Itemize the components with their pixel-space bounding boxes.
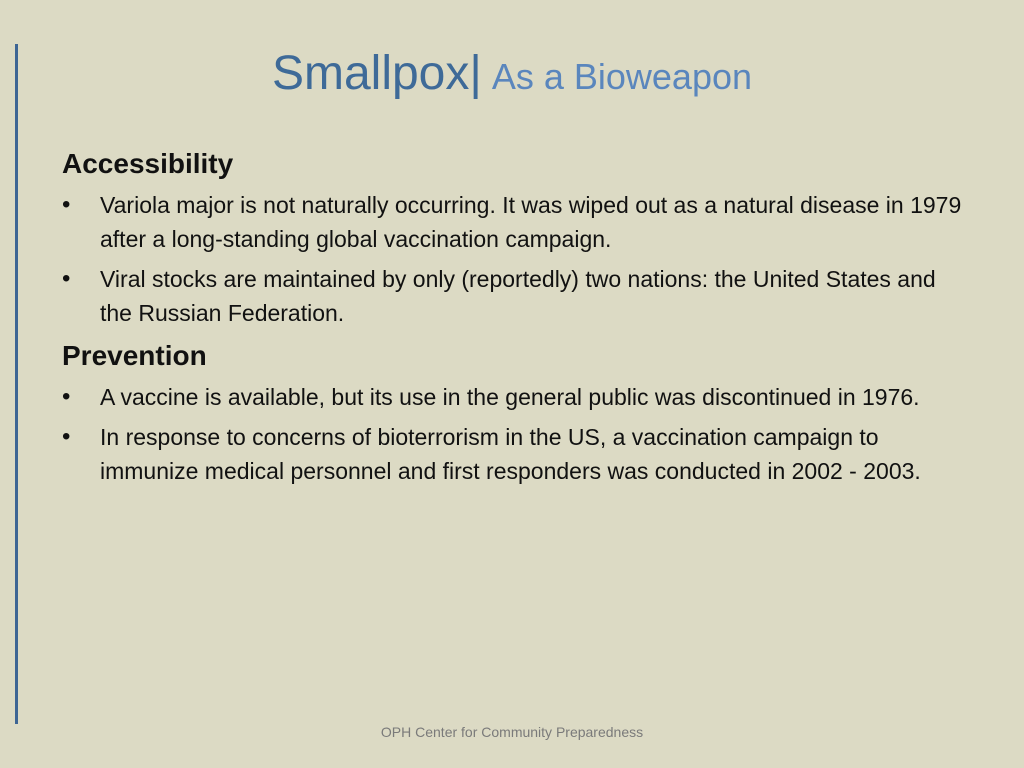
- title-subtitle: As a Bioweapon: [491, 56, 753, 97]
- bullet-icon: •: [62, 383, 71, 410]
- bullet-item: [62, 262, 962, 330]
- title-main: Smallpox|: [271, 47, 482, 100]
- bullet-item: [62, 420, 962, 488]
- bullet-icon: •: [62, 265, 71, 292]
- left-accent-rule: [15, 44, 18, 724]
- section-heading-prevention: Prevention: [62, 340, 207, 371]
- bullet-text: Viral stocks are maintained by only (reportedly) two nations: the United States and the Russian Federation.: [100, 266, 936, 326]
- bullet-text: Variola major is not naturally occurring. It was wiped out as a natural disease in 1979 after a long-standing global vaccination campaign.: [100, 192, 962, 252]
- bullet-text: In response to concerns of bioterrorism in the US, a vaccination campaign to immunize medical personnel and first responders was conducted in 2002 - 2003.: [100, 424, 921, 484]
- section-heading-accessibility: Accessibility: [62, 148, 234, 179]
- accessibility-bullet-list: [62, 188, 962, 330]
- prevention-bullet-list: [62, 380, 962, 488]
- slide-title: [0, 46, 1024, 101]
- bullet-icon: •: [62, 191, 71, 218]
- bullet-icon: •: [62, 423, 71, 450]
- slide-footer: OPH Center for Community Preparedness: [380, 724, 644, 740]
- bullet-text: A vaccine is available, but its use in the general public was discontinued in 1976.: [100, 384, 920, 410]
- bullet-item: [62, 188, 962, 256]
- slide-content: [62, 146, 962, 494]
- bullet-item: [62, 380, 962, 414]
